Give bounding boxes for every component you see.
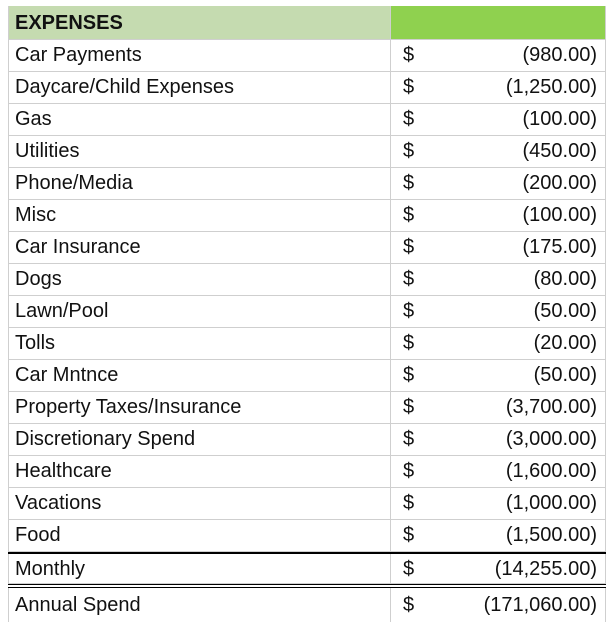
expense-label-cell[interactable]: Misc bbox=[8, 200, 391, 231]
expense-amount: (175.00) bbox=[522, 236, 597, 258]
currency-symbol: $ bbox=[403, 524, 415, 546]
table-row bbox=[8, 104, 606, 136]
currency-symbol: $ bbox=[403, 594, 415, 616]
currency-symbol: $ bbox=[403, 300, 415, 322]
table-row bbox=[8, 296, 606, 328]
currency-symbol: $ bbox=[403, 558, 415, 580]
expense-label-cell[interactable]: Property Taxes/Insurance bbox=[8, 392, 391, 423]
table-row bbox=[8, 520, 606, 552]
monthly-row bbox=[8, 552, 606, 584]
table-row bbox=[8, 40, 606, 72]
currency-symbol: $ bbox=[403, 396, 415, 418]
expense-amount-cell[interactable] bbox=[391, 328, 606, 359]
table-row bbox=[8, 328, 606, 360]
table-row bbox=[8, 456, 606, 488]
expense-amount-cell[interactable] bbox=[391, 200, 606, 231]
expense-amount: (200.00) bbox=[522, 172, 597, 194]
expense-label-cell[interactable]: Phone/Media bbox=[8, 168, 391, 199]
currency-symbol: $ bbox=[403, 172, 415, 194]
expense-label-cell[interactable]: Discretionary Spend bbox=[8, 424, 391, 455]
table-row bbox=[8, 136, 606, 168]
table-row bbox=[8, 264, 606, 296]
expense-label-cell[interactable]: Gas bbox=[8, 104, 391, 135]
table-row bbox=[8, 72, 606, 104]
expense-amount-cell[interactable] bbox=[391, 168, 606, 199]
header-title-cell[interactable]: EXPENSES bbox=[8, 6, 391, 39]
header-row bbox=[8, 6, 606, 40]
annual-amount: (171,060.00) bbox=[483, 594, 597, 616]
expense-label-cell[interactable]: Utilities bbox=[8, 136, 391, 167]
expense-label-cell[interactable]: Lawn/Pool bbox=[8, 296, 391, 327]
currency-symbol: $ bbox=[403, 428, 415, 450]
table-row bbox=[8, 424, 606, 456]
expense-amount-cell[interactable] bbox=[391, 296, 606, 327]
annual-label-cell[interactable]: Annual Spend bbox=[8, 588, 391, 622]
table-row bbox=[8, 488, 606, 520]
expense-amount: (50.00) bbox=[533, 364, 597, 386]
expense-amount-cell[interactable] bbox=[391, 392, 606, 423]
expense-amount-cell[interactable] bbox=[391, 72, 606, 103]
currency-symbol: $ bbox=[403, 204, 415, 226]
expense-amount: (1,250.00) bbox=[505, 76, 597, 98]
expense-label-cell[interactable]: Food bbox=[8, 520, 391, 551]
expense-label-cell[interactable]: Healthcare bbox=[8, 456, 391, 487]
header-amount-cell[interactable] bbox=[391, 6, 606, 39]
expense-label-cell[interactable]: Daycare/Child Expenses bbox=[8, 72, 391, 103]
expense-amount: (100.00) bbox=[522, 108, 597, 130]
expense-amount-cell[interactable] bbox=[391, 456, 606, 487]
annual-amount-cell[interactable] bbox=[391, 588, 606, 622]
currency-symbol: $ bbox=[403, 76, 415, 98]
expense-amount: (3,000.00) bbox=[505, 428, 597, 450]
monthly-amount-cell[interactable] bbox=[391, 554, 606, 583]
expense-amount: (1,600.00) bbox=[505, 460, 597, 482]
expense-amount-cell[interactable] bbox=[391, 40, 606, 71]
expense-label-cell[interactable]: Vacations bbox=[8, 488, 391, 519]
annual-row bbox=[8, 588, 606, 622]
expense-amount-cell[interactable] bbox=[391, 264, 606, 295]
expense-label-cell[interactable]: Car Insurance bbox=[8, 232, 391, 263]
currency-symbol: $ bbox=[403, 236, 415, 258]
expense-amount: (1,000.00) bbox=[505, 492, 597, 514]
expense-amount: (3,700.00) bbox=[505, 396, 597, 418]
expense-label-cell[interactable]: Tolls bbox=[8, 328, 391, 359]
expense-amount: (100.00) bbox=[522, 204, 597, 226]
monthly-amount: (14,255.00) bbox=[494, 558, 597, 580]
expense-label-cell[interactable]: Car Payments bbox=[8, 40, 391, 71]
expense-amount: (80.00) bbox=[533, 268, 597, 290]
currency-symbol: $ bbox=[403, 332, 415, 354]
expense-amount-cell[interactable] bbox=[391, 360, 606, 391]
expense-label-cell[interactable]: Car Mntnce bbox=[8, 360, 391, 391]
expense-amount-cell[interactable] bbox=[391, 424, 606, 455]
expense-amount-cell[interactable] bbox=[391, 104, 606, 135]
table-row bbox=[8, 200, 606, 232]
expense-amount-cell[interactable] bbox=[391, 488, 606, 519]
expense-amount-cell[interactable] bbox=[391, 232, 606, 263]
currency-symbol: $ bbox=[403, 460, 415, 482]
expense-amount-cell[interactable] bbox=[391, 520, 606, 551]
currency-symbol: $ bbox=[403, 268, 415, 290]
expense-amount-cell[interactable] bbox=[391, 136, 606, 167]
expense-amount: (1,500.00) bbox=[505, 524, 597, 546]
expense-amount: (980.00) bbox=[522, 44, 597, 66]
expense-rows bbox=[8, 40, 606, 552]
currency-symbol: $ bbox=[403, 108, 415, 130]
currency-symbol: $ bbox=[403, 364, 415, 386]
currency-symbol: $ bbox=[403, 492, 415, 514]
expense-label-cell[interactable]: Dogs bbox=[8, 264, 391, 295]
currency-symbol: $ bbox=[403, 44, 415, 66]
table-row bbox=[8, 168, 606, 200]
expense-amount: (50.00) bbox=[533, 300, 597, 322]
table-row bbox=[8, 232, 606, 264]
monthly-label-cell[interactable]: Monthly bbox=[8, 554, 391, 583]
currency-symbol: $ bbox=[403, 140, 415, 162]
expense-amount: (20.00) bbox=[533, 332, 597, 354]
expenses-table bbox=[8, 6, 606, 622]
table-row bbox=[8, 360, 606, 392]
table-row bbox=[8, 392, 606, 424]
expense-amount: (450.00) bbox=[522, 140, 597, 162]
